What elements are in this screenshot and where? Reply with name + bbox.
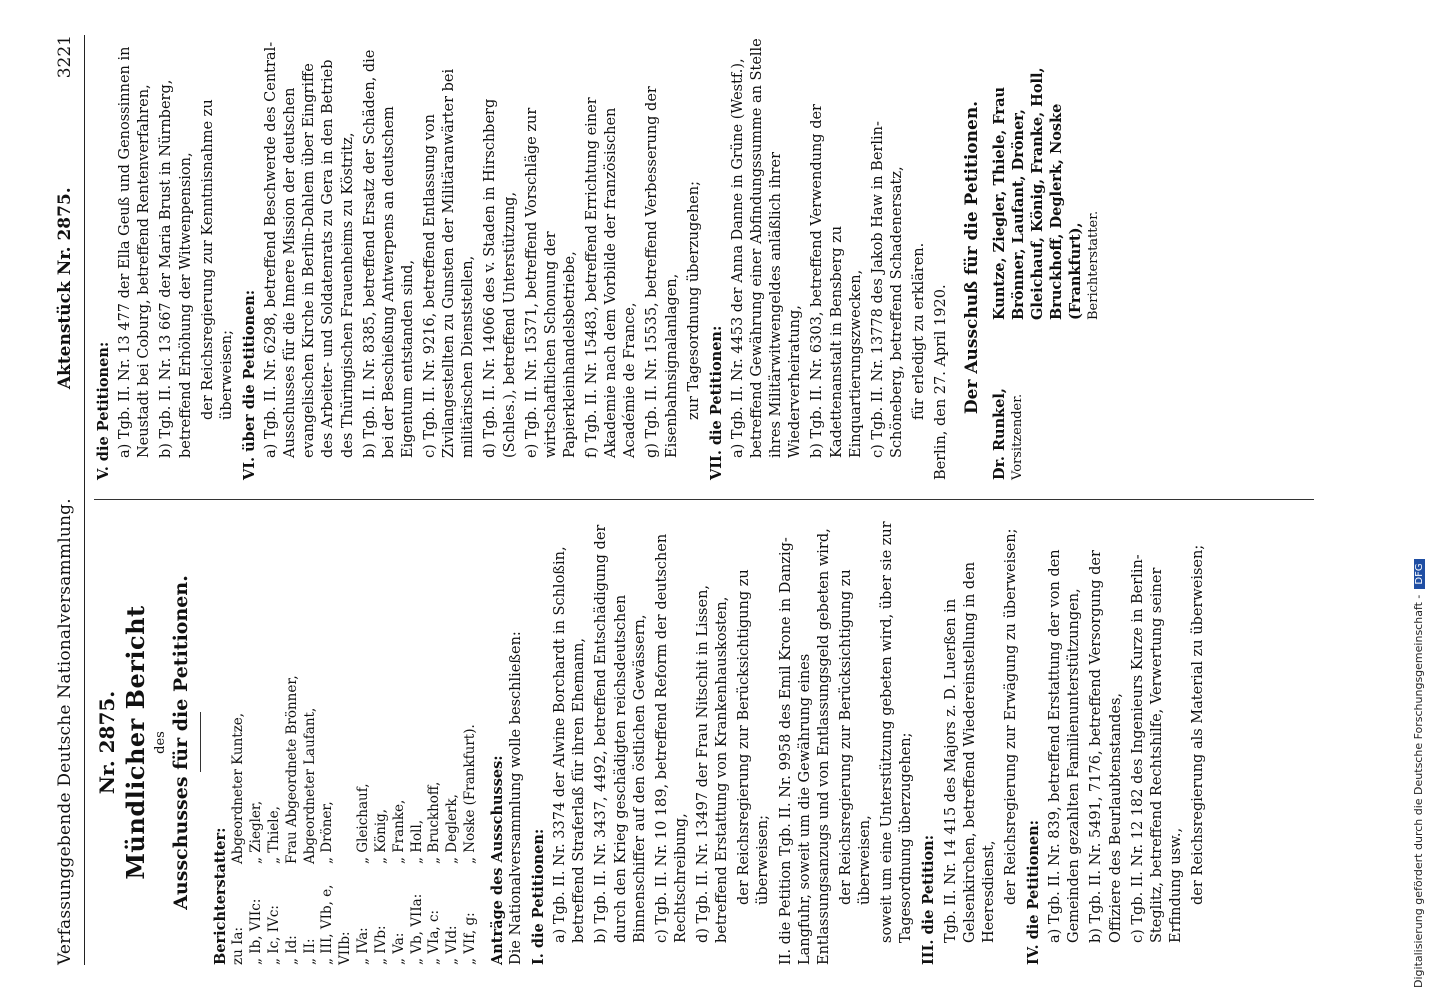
petition-item: IV. die Petitionen: <box>1025 820 1043 965</box>
petition-item: g) Tgb. II. Nr. 15535, betreffend Verbesserung der Eisenbahnsignalanlagen, <box>644 86 680 458</box>
petition-item: a) Tgb. II. Nr. 3374 der Alwine Borchardt in Schloßin, betreffend Straferlaß für ihren Ehemann, <box>552 546 588 943</box>
petition-item: b) Tgb. II. Nr. 8385, betreffend Ersatz der Schäden, die bei der Beschießung Antwerpens an deutschem Eigentum entstanden sind, <box>361 49 416 458</box>
petition-item: c) Tgb. II. Nr. 10 189, betreffend Reform der deutschen Rechtschreibung, <box>653 533 689 943</box>
petition-item: II. die Petition Tgb. II. Nr. 9958 des Emil Krone in Danzig-Langfuhr, soweit um die Gewährung eines Entlassungsanzugs und von Entlassungsgeld gebeten wird, <box>777 528 832 965</box>
petition-item: b) Tgb. II. Nr. 5491, 7176, betreffend Versorgung der Offiziere des Beurlaubtenstandes, <box>1088 550 1124 943</box>
members-role: Berichterstatter. <box>1086 210 1102 320</box>
petition-item: zur Tagesordnung überzugehen; <box>685 181 702 420</box>
reporter-section: „ VIf, g: <box>461 912 478 965</box>
right-column <box>94 35 1354 480</box>
petition-item: d) Tgb. II. Nr. 14066 des v. Staden in Hirschberg (Schles.), betreffend Unterstützung, <box>482 98 518 458</box>
header-document-number: Aktenstück Nr. 2875. <box>54 187 75 390</box>
petition-item: für erledigt zu erklären. <box>911 242 927 420</box>
dfg-logo: DFG <box>1414 559 1425 588</box>
reporter-name: „ Thiele, <box>266 806 283 864</box>
reporter-name: „ Gleichauf, <box>355 783 372 864</box>
chair-role: Vorsitzender. <box>1009 393 1025 480</box>
petition-item: Tgb. II. Nr. 14 415 des Majors z. D. Luerßen in Gelsenkirchen, betreffend Wiedereinstellung in den Heeresdienst, <box>942 561 997 943</box>
petition-item: der Reichsregierung als Material zu überweisen; <box>1190 544 1207 905</box>
petition-item: c) Tgb. II. Nr. 13778 des Jakob Haw in Berlin-Schöneberg, betreffend Schadenersatz, <box>869 121 905 458</box>
reporter-section: „ Id: <box>283 935 300 965</box>
reporter-section: „ IVb: <box>372 925 389 965</box>
reporter-name: „ Dröner, <box>319 801 336 864</box>
petition-item: e) Tgb. II. Nr. 15371, betreffend Vorschläge zur wirtschaftlichen Schonung der Papierkleinhandelsbetriebe, <box>523 107 578 458</box>
antraege-intro: Die Nationalversammlung wolle beschließen: <box>507 631 524 965</box>
reporter-name: Frau Abgeordnete Brönner, <box>283 675 300 864</box>
left-column <box>94 520 1354 965</box>
petition-item: soweit um eine Unterstützung gebeten wird, über sie zur Tagesordnung überzugehen; <box>879 521 915 943</box>
reporter-name: Abgeordneter Kuntze, <box>230 712 247 864</box>
rotated-sheet <box>50 35 1370 965</box>
left-column-items <box>529 520 1208 965</box>
petition-item: a) Tgb. II. Nr. 13 477 der Ella Geuß und Genossinnen in Neustadt bei Coburg, betreffend Rentenverfahren, <box>117 46 153 458</box>
reporter-name: Abgeordneter Laufant, <box>301 707 318 864</box>
petition-item: der Reichsregierung zur Berücksichtigung zu überweisen; <box>736 569 772 905</box>
title-rule <box>200 713 201 773</box>
reporter-section: zu Ia: <box>230 926 247 965</box>
funding-sidebar <box>1412 8 1430 998</box>
reporter-name: „ Holl, <box>408 819 425 864</box>
petition-item: d) Tgb. II. Nr. 13497 der Frau Nitschit in Lissen, betreffend Erstattung von Krankenhauskosten, <box>695 584 731 943</box>
page-number: 3221 <box>54 35 75 79</box>
reporter-section: „ Ib, VIIc: <box>248 898 265 965</box>
petition-item: Berlin, den 27. April 1920. <box>933 284 950 480</box>
header-rule <box>84 35 85 965</box>
members-list: Kuntze, Ziegler, Thiele, Frau Brönner, Laufant, Dröner, Gleichauf, König, Franke, Holl, Bruckhoff, Deglerk, Noske (Frankfurt), <box>990 67 1085 320</box>
petition-item: VII. die Petitionen: <box>707 325 725 480</box>
petition-item: a) Tgb. II. Nr. 4453 der Anna Danne in Grüne (Westf.), betreffend Gewährung einer Abfindungssumme an Stelle ihres Militärwitwengeldes anläßlich ihrer Wiederverheiratung, <box>729 38 804 458</box>
document-subtitle: Ausschusses für die Petitionen. <box>170 575 193 910</box>
petition-item: a) Tgb. II. Nr. 6298, betreffend Beschwerde des Central-Ausschusses für die Innere Mission der deutschen evangelischen Kirche in Berlin-Dahlem über Eingriffe des Arbeiter- und Soldatenrats zu Gera in den Betrieb des Thüringischen Frauenheims zu Köstritz, <box>263 41 356 458</box>
petition-item: V. die Petitionen: <box>95 341 112 480</box>
committee-name: Der Ausschuß für die Petitionen. <box>962 100 983 415</box>
funding-note <box>1412 8 1425 988</box>
petition-item: b) Tgb. II. Nr. 3437, 4492, betreffend Entschädigung der durch den Krieg geschädigten reichsdeutschen Binnenschiffer auf den östlichen Gewässern, <box>593 524 648 943</box>
reporter-name: „ Deglerk, <box>444 794 461 864</box>
signature-block <box>961 35 1102 480</box>
reporter-section: „ Va: <box>390 932 407 965</box>
reporter-section: „ IVa: <box>355 927 372 965</box>
petition-item: III. die Petition: <box>920 834 938 965</box>
reporter-name: „ Bruckhoff, <box>426 781 443 864</box>
petition-item: der Reichsregierung zur Kenntnisnahme zu überweisen; <box>199 99 235 420</box>
reporter-section: „ Ic, IVc: <box>266 905 283 965</box>
reporters-heading: Berichterstatter: <box>212 827 230 965</box>
reporters-list <box>230 520 479 965</box>
funding-text: Digitalisierung gefördert durch die Deutsche Forschungsgemeinschaft - <box>1412 594 1425 988</box>
petition-item: a) Tgb. II. Nr. 839, betreffend Erstattung der von den Gemeinden gezahlten Familienunterstützungen, <box>1047 549 1083 943</box>
title-des: des <box>153 731 169 754</box>
petition-item: der Reichsregierung zur Erwägung zu überweisen; <box>1002 528 1019 905</box>
right-column-items <box>94 35 951 480</box>
header-title: Verfassunggebende Deutsche Nationalversammlung. <box>54 498 75 965</box>
document-title: Mündlicher Bericht <box>121 605 151 880</box>
reporter-section: „ VId: <box>444 925 461 965</box>
reporter-name: „ König, <box>372 808 389 864</box>
antraege-heading: Anträge des Ausschusses: <box>488 755 506 965</box>
petition-item: f) Tgb. II. Nr. 15483, betreffend Errichtung einer Akademie nach dem Vorbilde der französischen Académie de France, <box>584 97 639 458</box>
petition-item: VI. über die Petitionen: <box>240 289 258 480</box>
petition-item: b) Tgb. II. Nr. 6303, betreffend Verwendung der Kadettenanstalt in Bensberg zu Einquartierungszwecken, <box>809 104 864 458</box>
reporter-name: „ Franke, <box>390 799 407 864</box>
petition-item: I. die Petitionen: <box>530 828 548 965</box>
column-divider <box>94 499 1314 500</box>
reporter-section: „ VIa, c: <box>426 909 443 965</box>
petition-item: c) Tgb. II. Nr. 12 182 des Ingenieurs Kurze in Berlin-Steglitz, betreffend Rechtshilfe, Verwertung seiner Erfindung usw., <box>1129 554 1184 943</box>
petition-item: b) Tgb. II. Nr. 13 667 der Maria Brust in Nürnberg, betreffend Erhöhung der Witwenpension, <box>158 79 194 458</box>
chair-name: Dr. Runkel, <box>990 388 1008 480</box>
petition-item: c) Tgb. II. Nr. 9216, betreffend Entlassung von Zivilangestellten zu Gunsten der Militäranwärter bei militärischen Dienststellen, <box>422 68 477 458</box>
reporter-name: „ Noske (Frankfurt). <box>461 724 478 864</box>
reporter-section: „ III, VIb, e, VIIb: <box>319 884 354 965</box>
reporter-section: „ II: <box>301 938 318 965</box>
reporter-section: „ Vb, VIIa: <box>408 893 425 965</box>
page-header <box>50 35 80 965</box>
reporter-name: „ Ziegler, <box>248 800 265 864</box>
document-nr: Nr. 2875. <box>95 690 119 795</box>
petition-item: der Reichsregierung zur Berücksichtigung zu überweisen, <box>837 569 874 905</box>
